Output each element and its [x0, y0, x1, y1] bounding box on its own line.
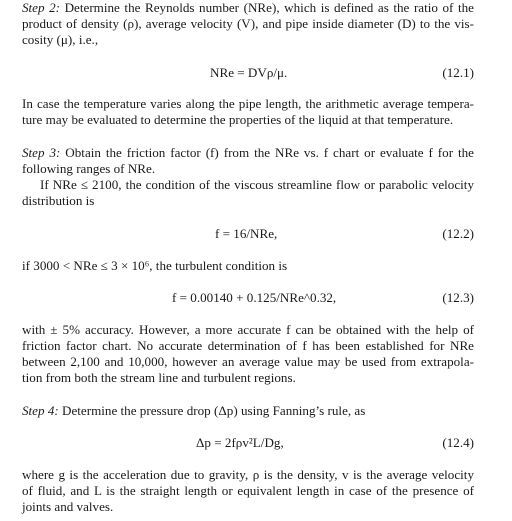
equation-12-2: [22, 226, 474, 242]
equation-12-2-expression: f = 16/NRe,: [215, 226, 278, 241]
accuracy-line-4: tion from both the stream line and turbulent regions.: [22, 370, 296, 385]
accuracy-line-2: friction factor chart. No accurate determination of f has been established for NRe: [22, 338, 474, 353]
temperature-line-2: ture may be evaluated to determine the properties of the liquid at that temperature.: [22, 112, 454, 127]
where-line-1: where g is the acceleration due to gravity, ρ is the density, v is the average velocity: [22, 467, 474, 482]
step2-line-3: cosity (μ), i.e.,: [22, 32, 99, 47]
step3-line-1: Step 3: Obtain the friction factor (f) from the NRe vs. f chart or evaluate f for the: [22, 145, 474, 160]
laminar-line-2: distribution is: [22, 193, 95, 208]
temperature-line-1: In case the temperature varies along the pipe length, the arithmetic average tempera-: [22, 96, 474, 111]
equation-12-3-expression: f = 0.00140 + 0.125/NRe^0.32,: [172, 290, 337, 305]
laminar-paragraph: [22, 177, 474, 193]
step2-line-1: Step 2: Determine the Reynolds number (NRe), which is defined as the ratio of the: [22, 0, 474, 15]
turbulent-line-text: if 3000 < NRe ≤ 3 × 10⁶, the turbulent condition is: [22, 258, 288, 273]
where-paragraph: [22, 467, 474, 515]
step3-label: Step 3:: [22, 145, 61, 160]
accuracy-line-3: between 2,100 and 10,000, however an average value may be used from extrapola-: [22, 354, 474, 369]
equation-12-3: [22, 290, 474, 306]
accuracy-paragraph: [22, 322, 474, 386]
equation-12-4-number: (12.4): [442, 435, 474, 450]
turbulent-line: [22, 258, 474, 274]
step3-paragraph: [22, 145, 474, 177]
step2-paragraph: [22, 0, 474, 48]
step4-text: Determine the pressure drop (Δp) using Fanning’s rule, as: [58, 403, 366, 418]
equation-12-1-number: (12.1): [442, 65, 474, 80]
equation-12-2-number: (12.2): [442, 226, 474, 241]
step3-line-2: following ranges of NRe.: [22, 161, 156, 176]
equation-12-4: [22, 435, 474, 451]
step4-paragraph: [22, 403, 474, 419]
temperature-paragraph: [22, 96, 474, 128]
accuracy-line-1: with ± 5% accuracy. However, a more accurate f can be obtained with the help of: [22, 322, 474, 337]
step2-label: Step 2:: [22, 0, 61, 15]
laminar-line-1: If NRe ≤ 2100, the condition of the viscous streamline flow or parabolic velocity: [40, 177, 474, 192]
equation-12-1: [22, 65, 474, 81]
equation-12-4-expression: Δp = 2fρv²L/Dg,: [196, 435, 284, 450]
equation-12-1-expression: NRe = DVρ/μ.: [210, 65, 288, 80]
where-line-3: joints and valves.: [22, 499, 114, 514]
step4-label: Step 4:: [22, 403, 59, 418]
step2-line-2: product of density (ρ), average velocity (V), and pipe inside diameter (D) to the vis-: [22, 16, 474, 31]
laminar-paragraph-cont: [22, 193, 474, 209]
equation-12-3-number: (12.3): [442, 290, 474, 305]
where-line-2: of fluid, and L is the straight length or equivalent length in case of the presence of: [22, 483, 474, 498]
